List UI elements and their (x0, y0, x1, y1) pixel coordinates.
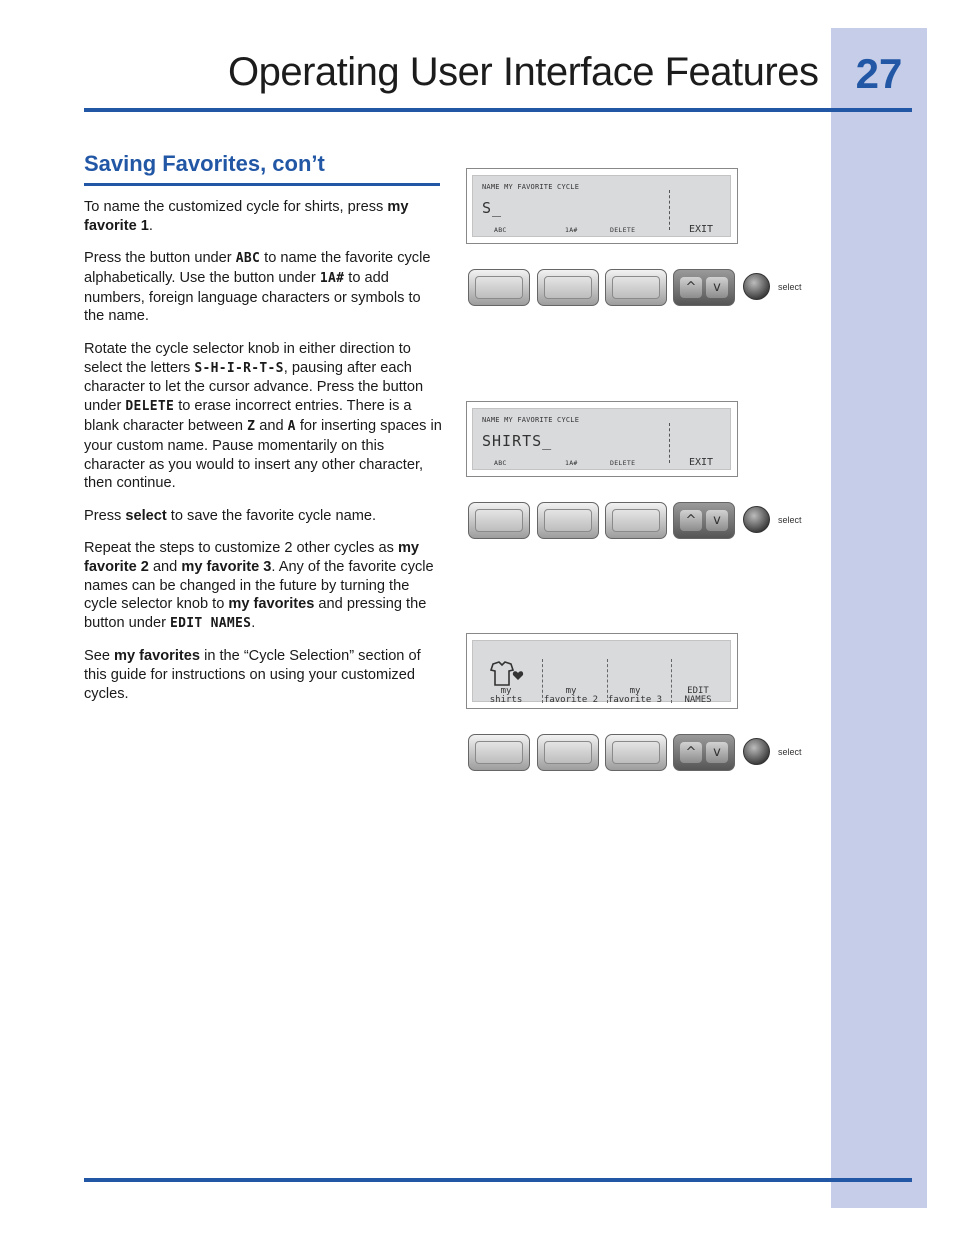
paragraph-3: Rotate the cycle selector knob in either direction to select the letters S-H-I-R-T-S, pausing after each character to let the cursor advance. Press the button under DELETE to erase incorrect entries. There is a blank character between Z and A for inserting spaces in your custom name. Pause momentarily on this character as you would to insert any other character, then continue. (84, 340, 442, 492)
lcd-screen (472, 408, 731, 470)
soft-button-2[interactable] (537, 502, 599, 539)
lcd-entry: S_ (482, 199, 503, 217)
section-title: Saving Favorites, con’t (84, 151, 325, 176)
lcd-screen (472, 640, 731, 705)
softkey-abc: ABC (494, 226, 507, 234)
down-arrow-icon[interactable]: v (706, 742, 728, 763)
softkey-1a: 1A# (565, 459, 578, 467)
section-rule (84, 183, 440, 186)
select-knob[interactable] (743, 273, 770, 300)
select-label: select (778, 747, 802, 757)
fav-my-favorite-3: my favorite 3 (607, 686, 663, 705)
fav-my-shirts: my shirts (489, 686, 523, 705)
soft-button-2[interactable] (537, 734, 599, 771)
lcd-separator (669, 423, 670, 463)
softkey-exit: EXIT (689, 224, 714, 235)
softkey-delete: DELETE (610, 459, 636, 467)
header-rule (84, 108, 912, 112)
paragraph-1: To name the customized cycle for shirts, press my favorite 1. (84, 199, 409, 234)
arrow-buttons[interactable] (673, 734, 735, 771)
down-arrow-icon[interactable]: v (706, 510, 728, 531)
paragraph-5: Repeat the steps to customize 2 other cycles as my favorite 2 and my favorite 3. Any of the favorite cycle names can be changed in the future by turning the cycle selector knob to my favorites and pressing the button under EDIT NAMES. (84, 539, 434, 632)
lcd-screen (472, 175, 731, 237)
soft-button-3[interactable] (605, 734, 667, 771)
button-row-2 (468, 502, 808, 542)
softkey-abc: ABC (494, 459, 507, 467)
soft-button-3[interactable] (605, 502, 667, 539)
softkey-1a: 1A# (565, 226, 578, 234)
page-number: 27 (855, 50, 903, 97)
select-knob[interactable] (743, 738, 770, 765)
lcd-header: NAME MY FAVORITE CYCLE (482, 416, 580, 424)
softkey-exit: EXIT (689, 457, 714, 468)
paragraph-6: See my favorites in the “Cycle Selection” section of this guide for instructions on using your customized cycles. (84, 648, 421, 703)
lcd-header: NAME MY FAVORITE CYCLE (482, 183, 580, 191)
paragraph-2: Press the button under ABC to name the favorite cycle alphabetically. Use the button under 1A# to add numbers, foreign language characters or symbols to the name. (84, 250, 431, 325)
lcd-display-3 (466, 633, 738, 709)
lcd-entry: SHIRTS_ (482, 432, 553, 450)
lcd-separator (669, 190, 670, 230)
up-arrow-icon[interactable]: ^ (680, 510, 702, 531)
softkey-delete: DELETE (610, 226, 636, 234)
footer-rule (84, 1178, 912, 1182)
soft-button-1[interactable] (468, 502, 530, 539)
fav-my-favorite-2: my favorite 2 (543, 686, 599, 705)
select-knob[interactable] (743, 506, 770, 533)
soft-button-3[interactable] (605, 269, 667, 306)
button-row-1 (468, 269, 808, 309)
shirt-heart-icon (489, 661, 527, 687)
soft-button-1[interactable] (468, 734, 530, 771)
select-label: select (778, 282, 802, 292)
soft-button-1[interactable] (468, 269, 530, 306)
up-arrow-icon[interactable]: ^ (680, 277, 702, 298)
lcd-display-2 (466, 401, 738, 477)
arrow-buttons[interactable] (673, 269, 735, 306)
button-row-3 (468, 734, 808, 774)
up-arrow-icon[interactable]: ^ (680, 742, 702, 763)
body-text (84, 198, 442, 717)
arrow-buttons[interactable] (673, 502, 735, 539)
down-arrow-icon[interactable]: v (706, 277, 728, 298)
side-band (831, 28, 927, 1208)
select-label: select (778, 515, 802, 525)
fav-edit-names: EDIT NAMES (684, 686, 712, 705)
soft-button-2[interactable] (537, 269, 599, 306)
paragraph-4: Press select to save the favorite cycle name. (84, 507, 377, 524)
lcd-display-1 (466, 168, 738, 244)
page-title: Operating User Interface Features (228, 50, 819, 94)
